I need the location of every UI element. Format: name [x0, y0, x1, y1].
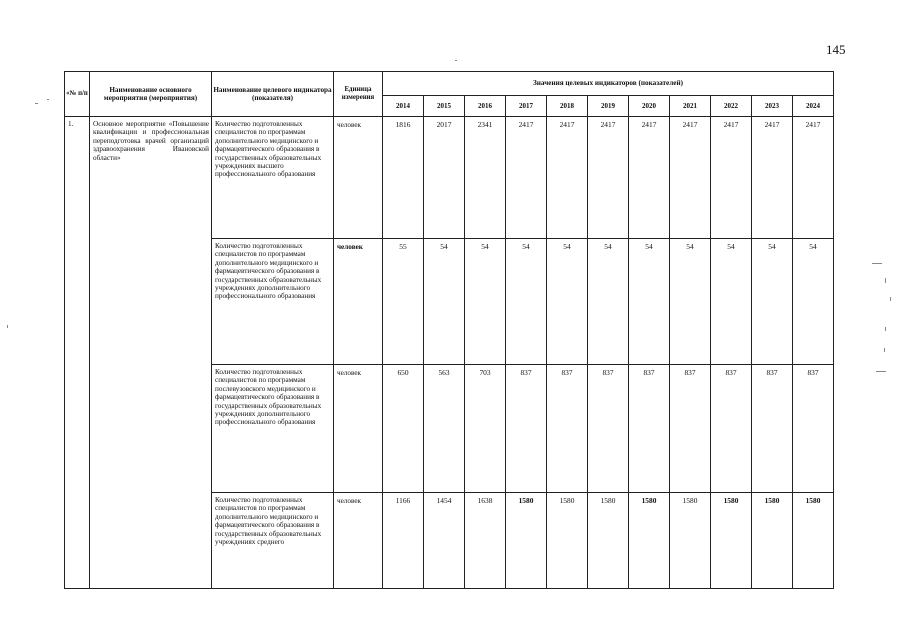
value-cell: 1638	[465, 493, 506, 589]
unit-cell: человек	[334, 117, 383, 239]
value-cell: 2417	[588, 117, 629, 239]
scan-speck	[885, 327, 886, 331]
value-cell: 1816	[383, 117, 424, 239]
value-cell: 2417	[629, 117, 670, 239]
row-number: 1.	[65, 117, 90, 589]
value-cell: 2417	[752, 117, 793, 239]
value-cell: 837	[588, 365, 629, 493]
scan-speck	[7, 325, 8, 328]
value-cell: 54	[711, 239, 752, 365]
value-cell: 2417	[506, 117, 547, 239]
indicators-table	[64, 71, 834, 589]
year-header: 2020	[629, 96, 670, 117]
value-cell: 1454	[424, 493, 465, 589]
value-cell: 837	[670, 365, 711, 493]
unit-cell: человек	[334, 493, 383, 589]
year-header: 2022	[711, 96, 752, 117]
indicator-name: Количество подготовленных специалистов по программам послевузовского медицинского и фармацевтического образования в государственных образовательных учреждениях дополнительного профессионального образования	[212, 365, 334, 493]
scan-speck	[872, 263, 882, 264]
scan-speck	[876, 371, 886, 372]
value-cell: 837	[506, 365, 547, 493]
scan-speck	[890, 297, 891, 301]
year-header: 2021	[670, 96, 711, 117]
value-cell: 837	[547, 365, 588, 493]
value-cell: 2341	[465, 117, 506, 239]
value-cell: 2417	[711, 117, 752, 239]
scan-speck	[455, 60, 457, 61]
value-cell: 2017	[424, 117, 465, 239]
value-cell: 1580	[629, 493, 670, 589]
scan-speck	[884, 348, 885, 352]
value-cell: 54	[465, 239, 506, 365]
value-cell: 563	[424, 365, 465, 493]
unit-cell: человек	[334, 239, 383, 365]
event-name: Основное мероприятие «Повышение квалификации и профессиональная переподготовка врачей организаций здравоохранения Ивановской области»	[90, 117, 212, 589]
value-cell: 703	[465, 365, 506, 493]
value-cell: 1580	[752, 493, 793, 589]
year-header: 2017	[506, 96, 547, 117]
value-cell: 2417	[547, 117, 588, 239]
indicator-name: Количество подготовленных специалистов по программам дополнительного медицинского и фармацевтического образования в государственных образовательных учреждениях дополнительного профессионального образования	[212, 239, 334, 365]
value-cell: 1580	[506, 493, 547, 589]
value-cell: 837	[711, 365, 752, 493]
unit-cell: человек	[334, 365, 383, 493]
scan-speck	[47, 99, 49, 100]
year-header: 2014	[383, 96, 424, 117]
value-cell: 54	[588, 239, 629, 365]
value-cell: 1580	[547, 493, 588, 589]
value-cell: 650	[383, 365, 424, 493]
header-target-values: Значения целевых индикаторов (показателей)	[383, 72, 834, 96]
value-cell: 54	[793, 239, 834, 365]
header-indicator-name: Наименование целевого индикатора (показателя)	[212, 72, 334, 117]
value-cell: 54	[752, 239, 793, 365]
value-cell: 54	[629, 239, 670, 365]
year-header: 2024	[793, 96, 834, 117]
value-cell: 55	[383, 239, 424, 365]
indicator-name: Количество подготовленных специалистов по программам дополнительного медицинского и фармацевтического образования в государственных образовательных учреждениях среднего	[212, 493, 334, 589]
page-number: 145	[826, 42, 846, 57]
year-header: 2018	[547, 96, 588, 117]
header-row-number: «№ п/п	[65, 72, 90, 117]
year-header: 2016	[465, 96, 506, 117]
scan-speck	[35, 103, 38, 104]
year-header: 2015	[424, 96, 465, 117]
scan-speck	[885, 278, 886, 283]
indicator-name: Количество подготовленных специалистов по программам дополнительного медицинского и фармацевтического образования в государственных образовательных учреждениях высшего профессионального образования	[212, 117, 334, 239]
year-header: 2023	[752, 96, 793, 117]
value-cell: 54	[547, 239, 588, 365]
value-cell: 1580	[670, 493, 711, 589]
value-cell: 1580	[711, 493, 752, 589]
header-unit: Единица измерения	[334, 72, 383, 117]
value-cell: 2417	[793, 117, 834, 239]
value-cell: 1580	[588, 493, 629, 589]
value-cell: 837	[793, 365, 834, 493]
value-cell: 2417	[670, 117, 711, 239]
value-cell: 1166	[383, 493, 424, 589]
header-event-name: Наименование основного мероприятия (мероприятия)	[90, 72, 212, 117]
year-header: 2019	[588, 96, 629, 117]
value-cell: 837	[752, 365, 793, 493]
table-row	[65, 117, 834, 239]
value-cell: 1580	[793, 493, 834, 589]
value-cell: 54	[506, 239, 547, 365]
value-cell: 54	[670, 239, 711, 365]
value-cell: 54	[424, 239, 465, 365]
value-cell: 837	[629, 365, 670, 493]
